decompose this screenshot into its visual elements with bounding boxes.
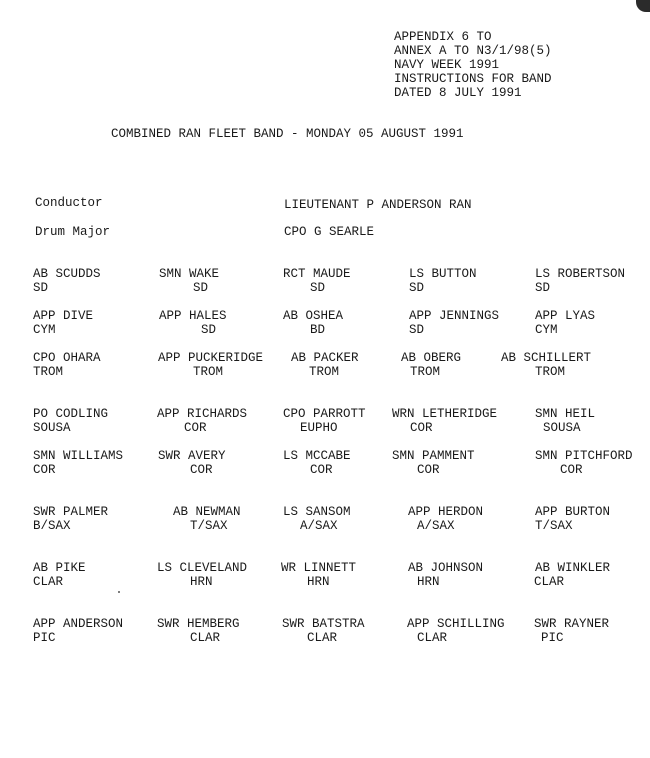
- page-corner-mark: [636, 0, 650, 12]
- band-member-name: SWR HEMBERG: [157, 617, 240, 631]
- band-member-instrument: CYM: [535, 323, 558, 337]
- band-member-name: SWR BATSTRA: [282, 617, 365, 631]
- band-member-name: SMN WILLIAMS: [33, 449, 124, 463]
- band-member-instrument: CYM: [33, 323, 56, 337]
- drum-major-role-label: Drum Major: [35, 225, 111, 239]
- band-member-instrument: SD: [409, 323, 425, 337]
- band-member-name: SWR RAYNER: [534, 617, 610, 631]
- band-member-name: AB SCUDDS: [33, 267, 101, 281]
- band-member-name: RCT MAUDE: [283, 267, 351, 281]
- band-member-name: APP DIVE: [33, 309, 94, 323]
- band-member-name: SMN PITCHFORD: [535, 449, 633, 463]
- band-member-instrument: SD: [409, 281, 425, 295]
- drum-major-name: CPO G SEARLE: [284, 225, 375, 239]
- band-member-instrument: HRN: [417, 575, 440, 589]
- band-member-instrument: CLAR: [307, 631, 338, 645]
- conductor-name: LIEUTENANT P ANDERSON RAN: [284, 198, 472, 212]
- band-member-name: AB SCHILLERT: [501, 351, 592, 365]
- band-member-name: AB WINKLER: [535, 561, 611, 575]
- appendix-header: [394, 30, 552, 100]
- band-member-instrument: CLAR: [417, 631, 448, 645]
- band-member-name: AB JOHNSON: [408, 561, 484, 575]
- band-member-name: APP LYAS: [535, 309, 596, 323]
- band-member-instrument: HRN: [190, 575, 213, 589]
- band-member-name: AB OBERG: [401, 351, 462, 365]
- band-member-instrument: SOUSA: [33, 421, 71, 435]
- band-member-instrument: TROM: [410, 365, 441, 379]
- band-member-name: SMN HEIL: [535, 407, 596, 421]
- band-member-name: APP RICHARDS: [157, 407, 248, 421]
- band-member-name: APP JENNINGS: [409, 309, 500, 323]
- band-member-instrument: TROM: [535, 365, 566, 379]
- band-member-name: APP SCHILLING: [407, 617, 505, 631]
- band-member-name: APP ANDERSON: [33, 617, 124, 631]
- band-member-instrument: CLAR: [33, 575, 64, 589]
- document-title: COMBINED RAN FLEET BAND - MONDAY 05 AUGUST 1991: [111, 127, 464, 141]
- band-member-name: PO CODLING: [33, 407, 109, 421]
- band-member-instrument: B/SAX: [33, 519, 71, 533]
- band-member-name: SMN PAMMENT: [392, 449, 475, 463]
- band-member-instrument: PIC: [541, 631, 564, 645]
- band-member-instrument: COR: [310, 463, 333, 477]
- band-member-name: APP BURTON: [535, 505, 611, 519]
- band-member-name: SMN WAKE: [159, 267, 220, 281]
- band-member-instrument: TROM: [309, 365, 340, 379]
- band-member-name: AB PIKE: [33, 561, 86, 575]
- band-member-name: AB OSHEA: [283, 309, 344, 323]
- band-member-name: SWR PALMER: [33, 505, 109, 519]
- band-member-instrument: COR: [560, 463, 583, 477]
- band-member-name: APP PUCKERIDGE: [158, 351, 264, 365]
- header-line: INSTRUCTIONS FOR BAND: [394, 72, 552, 86]
- band-member-instrument: SD: [193, 281, 209, 295]
- band-member-name: LS CLEVELAND: [157, 561, 248, 575]
- band-member-name: WR LINNETT: [281, 561, 357, 575]
- band-member-instrument: A/SAX: [300, 519, 338, 533]
- band-member-instrument: COR: [410, 421, 433, 435]
- band-member-instrument: PIC: [33, 631, 56, 645]
- band-member-name: SWR AVERY: [158, 449, 226, 463]
- band-member-instrument: T/SAX: [535, 519, 573, 533]
- band-member-instrument: CLAR: [190, 631, 221, 645]
- band-member-instrument: HRN: [307, 575, 330, 589]
- header-line: NAVY WEEK 1991: [394, 58, 500, 72]
- band-member-instrument: T/SAX: [190, 519, 228, 533]
- band-member-instrument: CLAR: [534, 575, 565, 589]
- band-member-instrument: SD: [33, 281, 49, 295]
- band-member-name: LS MCCABE: [283, 449, 351, 463]
- band-member-name: LS SANSOM: [283, 505, 351, 519]
- band-member-instrument: TROM: [33, 365, 64, 379]
- band-member-instrument: SD: [201, 323, 217, 337]
- band-member-name: WRN LETHERIDGE: [392, 407, 498, 421]
- band-member-instrument: COR: [33, 463, 56, 477]
- band-member-instrument: BD: [310, 323, 326, 337]
- header-line: APPENDIX 6 TO: [394, 30, 492, 44]
- band-member-instrument: COR: [417, 463, 440, 477]
- band-member-instrument: SOUSA: [543, 421, 581, 435]
- band-member-name: LS BUTTON: [409, 267, 477, 281]
- band-member-name: CPO OHARA: [33, 351, 101, 365]
- band-member-instrument: EUPHO: [300, 421, 338, 435]
- header-line: ANNEX A TO N3/1/98(5): [394, 44, 552, 58]
- band-member-name: AB NEWMAN: [173, 505, 241, 519]
- band-member-name: LS ROBERTSON: [535, 267, 626, 281]
- band-member-instrument: COR: [190, 463, 213, 477]
- band-member-name: APP HERDON: [408, 505, 484, 519]
- band-member-instrument: SD: [535, 281, 551, 295]
- band-member-name: APP HALES: [159, 309, 227, 323]
- band-member-instrument: SD: [310, 281, 326, 295]
- scan-speck: [118, 591, 120, 593]
- band-member-instrument: A/SAX: [417, 519, 455, 533]
- conductor-role-label: Conductor: [35, 196, 103, 210]
- band-member-name: AB PACKER: [291, 351, 359, 365]
- header-line: DATED 8 JULY 1991: [394, 86, 522, 100]
- band-member-instrument: COR: [184, 421, 207, 435]
- band-member-instrument: TROM: [193, 365, 224, 379]
- band-member-name: CPO PARROTT: [283, 407, 366, 421]
